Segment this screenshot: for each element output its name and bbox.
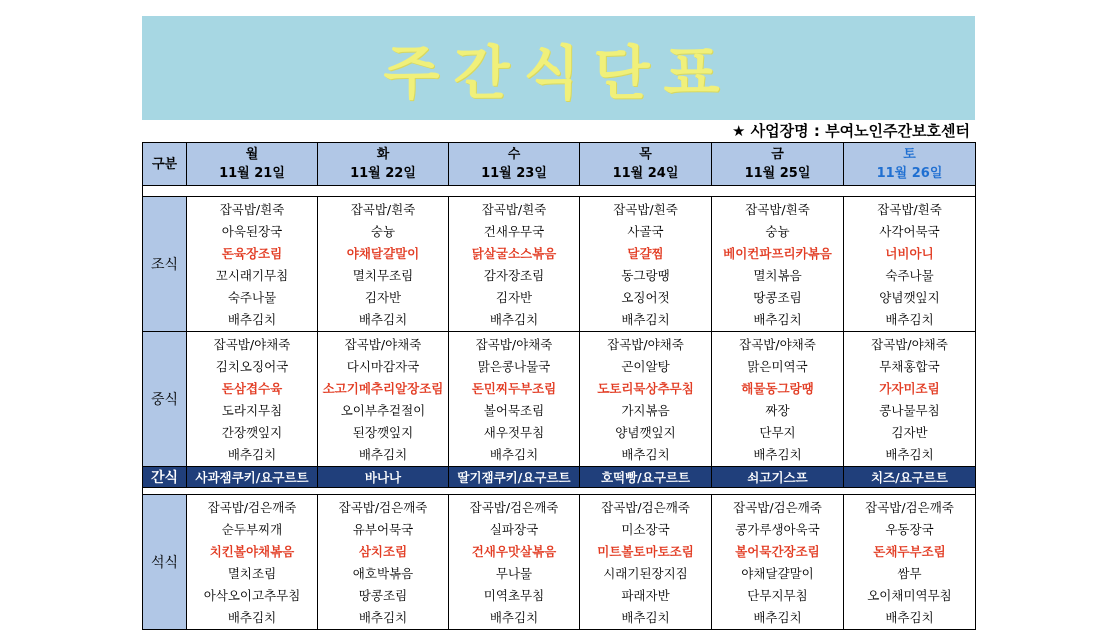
snack-mon: 사과잼쿠키/요구르트 <box>187 467 318 488</box>
header-day-tue: 화 11월 22일 <box>318 143 449 186</box>
dinner-label: 석식 <box>143 495 187 630</box>
meal-item: 미역초무침 <box>483 588 545 603</box>
meal-item: 돈민찌두부조림 <box>471 381 557 396</box>
meal-item: 잡곡밥/흰죽 <box>613 202 678 217</box>
meal-item: 야채달걀말이 <box>346 246 420 261</box>
snack-sat: 치즈/요구르트 <box>844 467 976 488</box>
meal-item: 배추김치 <box>227 312 277 327</box>
meal-item: 숭늉 <box>765 224 790 239</box>
meal-item: 맑은콩나물국 <box>477 359 551 374</box>
breakfast-fri <box>712 197 844 332</box>
meal-item: 건새우무국 <box>483 224 545 239</box>
meal-item: 사각어묵국 <box>879 224 940 239</box>
breakfast-thu <box>580 197 712 332</box>
breakfast-tue <box>318 197 449 332</box>
meal-item: 무나물 <box>495 566 533 581</box>
lunch-fri <box>712 332 844 467</box>
meal-item: 잡곡밥/야채죽 <box>213 337 291 352</box>
meal-item: 달걀찜 <box>627 246 664 261</box>
header-label: 구분 <box>143 143 187 186</box>
meal-item: 배추김치 <box>885 312 934 327</box>
meal-item: 시래기된장지짐 <box>603 566 688 581</box>
header-day-thu: 목 11월 24일 <box>580 143 712 186</box>
meal-item: 배추김치 <box>358 312 408 327</box>
lunch-label: 중식 <box>143 332 187 467</box>
meal-item: 배추김치 <box>885 447 934 462</box>
meal-item: 다시마감자국 <box>346 359 420 374</box>
meal-item: 잡곡밥/흰죽 <box>219 202 285 217</box>
lunch-row <box>143 332 976 467</box>
meal-item: 도토리묵상추무침 <box>597 381 694 396</box>
header-row <box>143 143 976 186</box>
lunch-thu <box>580 332 712 467</box>
snack-row <box>143 467 976 488</box>
meal-item: 짜장 <box>765 403 790 418</box>
meal-item: 배추김치 <box>489 610 539 625</box>
dinner-sat <box>844 495 976 630</box>
meal-item: 잡곡밥/흰죽 <box>745 202 810 217</box>
lunch-wed <box>449 332 580 467</box>
meal-item: 우동장국 <box>885 522 934 537</box>
meal-item: 미소장국 <box>621 522 670 537</box>
meal-item: 땅콩조림 <box>358 588 408 603</box>
meal-item: 잡곡밥/검은깨죽 <box>207 500 297 515</box>
meal-item: 아삭오이고추무침 <box>203 588 301 603</box>
meal-item: 삼치조림 <box>358 544 408 559</box>
meal-item: 순두부찌개 <box>221 522 283 537</box>
meal-item: 돈육장조림 <box>221 246 283 261</box>
meal-item: 애호박볶음 <box>352 566 414 581</box>
meal-item: 너비아니 <box>885 246 934 261</box>
meal-item: 유부어묵국 <box>352 522 414 537</box>
meal-item: 단무지 <box>759 425 796 440</box>
meal-item: 양념깻잎지 <box>615 425 676 440</box>
lunch-sat <box>844 332 976 467</box>
meal-item: 배추김치 <box>885 610 934 625</box>
meal-item: 건새우맛살볶음 <box>471 544 557 559</box>
meal-item: 멸치볶음 <box>753 268 802 283</box>
breakfast-sat <box>844 197 976 332</box>
meal-item: 베이컨파프리카볶음 <box>723 246 832 261</box>
weekly-menu-table <box>142 142 976 630</box>
meal-item: 잡곡밥/검은깨죽 <box>469 500 559 515</box>
meal-item: 김자반 <box>891 425 928 440</box>
meal-item: 오이부추겉절이 <box>340 403 426 418</box>
meal-item: 야채달걀말이 <box>741 566 814 581</box>
meal-item: 배추김치 <box>227 610 277 625</box>
meal-item: 파래자반 <box>621 588 670 603</box>
meal-item: 돈채두부조림 <box>873 544 946 559</box>
meal-item: 잡곡밥/검은깨죽 <box>865 500 954 515</box>
meal-item: 치킨볼야채볶음 <box>209 544 295 559</box>
meal-item: 배추김치 <box>753 312 802 327</box>
meal-item: 가자미조림 <box>879 381 940 396</box>
dinner-row <box>143 495 976 630</box>
lunch-mon <box>187 332 318 467</box>
dinner-tue <box>318 495 449 630</box>
meal-item: 닭살굴소스볶음 <box>471 246 557 261</box>
meal-item: 멸치조림 <box>227 566 277 581</box>
breakfast-wed <box>449 197 580 332</box>
meal-item: 새우젓무침 <box>483 425 545 440</box>
meal-item: 가지볶음 <box>621 403 670 418</box>
meal-item: 도라지무침 <box>221 403 283 418</box>
meal-item: 배추김치 <box>489 312 539 327</box>
meal-item: 숭늉 <box>370 224 396 239</box>
meal-item: 배추김치 <box>621 610 670 625</box>
meal-item: 볼어묵조림 <box>483 403 545 418</box>
meal-item: 맑은미역국 <box>747 359 808 374</box>
meal-item: 무채홍합국 <box>879 359 940 374</box>
title-banner <box>142 16 975 120</box>
meal-item: 김치오징어국 <box>215 359 289 374</box>
snack-fri: 쇠고기스프 <box>712 467 844 488</box>
meal-item: 오이채미역무침 <box>867 588 952 603</box>
meal-item: 잡곡밥/흰죽 <box>481 202 547 217</box>
meal-item: 잡곡밥/검은깨죽 <box>733 500 822 515</box>
snack-wed: 딸기잼쿠키/요구르트 <box>449 467 580 488</box>
meal-item: 오징어젓 <box>621 290 670 305</box>
meal-item: 잡곡밥/흰죽 <box>350 202 416 217</box>
meal-item: 곤이알탕 <box>621 359 670 374</box>
meal-item: 숙주나물 <box>227 290 277 305</box>
meal-item: 해물동그랑땡 <box>741 381 814 396</box>
meal-item: 잡곡밥/야채죽 <box>344 337 422 352</box>
meal-item: 된장깻잎지 <box>352 425 414 440</box>
snack-thu: 호떡빵/요구르트 <box>580 467 712 488</box>
meal-item: 간장깻잎지 <box>221 425 283 440</box>
meal-item: 양념깻잎지 <box>879 290 940 305</box>
lunch-tue <box>318 332 449 467</box>
meal-item: 배추김치 <box>358 447 408 462</box>
meal-item: 단무지무침 <box>747 588 808 603</box>
facility-name: ★ 사업장명 : 부여노인주간보호센터 <box>732 122 970 140</box>
meal-item: 콩나물무침 <box>879 403 940 418</box>
meal-item: 잡곡밥/야채죽 <box>607 337 684 352</box>
meal-item: 볼어묵간장조림 <box>735 544 820 559</box>
header-day-mon: 월 11월 21일 <box>187 143 318 186</box>
meal-item: 사골국 <box>627 224 664 239</box>
header-day-wed: 수 11월 23일 <box>449 143 580 186</box>
page-title: 주간식단표 <box>383 39 734 107</box>
meal-item: 아욱된장국 <box>221 224 283 239</box>
meal-item: 돈삼겹수육 <box>221 381 283 396</box>
breakfast-row <box>143 197 976 332</box>
header-day-sat: 토 11월 26일 <box>844 143 976 186</box>
meal-item: 김자반 <box>364 290 402 305</box>
meal-item: 잡곡밥/야채죽 <box>475 337 553 352</box>
dinner-fri <box>712 495 844 630</box>
meal-item: 잡곡밥/야채죽 <box>739 337 816 352</box>
meal-item: 감자장조림 <box>483 268 545 283</box>
meal-item: 실파장국 <box>489 522 539 537</box>
spacer-row <box>143 186 976 197</box>
meal-item: 배추김치 <box>753 447 802 462</box>
meal-item: 꼬시래기무침 <box>215 268 289 283</box>
meal-item: 배추김치 <box>358 610 408 625</box>
meal-item: 동그랑땡 <box>621 268 670 283</box>
header-day-fri: 금 11월 25일 <box>712 143 844 186</box>
snack-tue: 바나나 <box>318 467 449 488</box>
meal-item: 잡곡밥/검은깨죽 <box>338 500 428 515</box>
breakfast-label: 조식 <box>143 197 187 332</box>
meal-item: 배추김치 <box>621 447 670 462</box>
dinner-wed <box>449 495 580 630</box>
breakfast-mon <box>187 197 318 332</box>
meal-item: 김자반 <box>495 290 533 305</box>
spacer-row <box>143 488 976 495</box>
dinner-thu <box>580 495 712 630</box>
meal-item: 소고기메추리알장조림 <box>322 381 444 396</box>
meal-item: 배추김치 <box>489 447 539 462</box>
meal-item: 배추김치 <box>227 447 277 462</box>
meal-item: 잡곡밥/야채죽 <box>871 337 948 352</box>
meal-item: 콩가루생아욱국 <box>735 522 820 537</box>
meal-item: 잡곡밥/검은깨죽 <box>601 500 690 515</box>
meal-item: 배추김치 <box>753 610 802 625</box>
meal-item: 숙주나물 <box>885 268 934 283</box>
meal-item: 미트볼토마토조림 <box>597 544 694 559</box>
dinner-mon <box>187 495 318 630</box>
meal-item: 배추김치 <box>621 312 670 327</box>
meal-item: 땅콩조림 <box>753 290 802 305</box>
snack-label: 간식 <box>143 467 187 488</box>
meal-item: 멸치무조림 <box>352 268 414 283</box>
meal-item: 쌈무 <box>897 566 922 581</box>
meal-item: 잡곡밥/흰죽 <box>877 202 942 217</box>
